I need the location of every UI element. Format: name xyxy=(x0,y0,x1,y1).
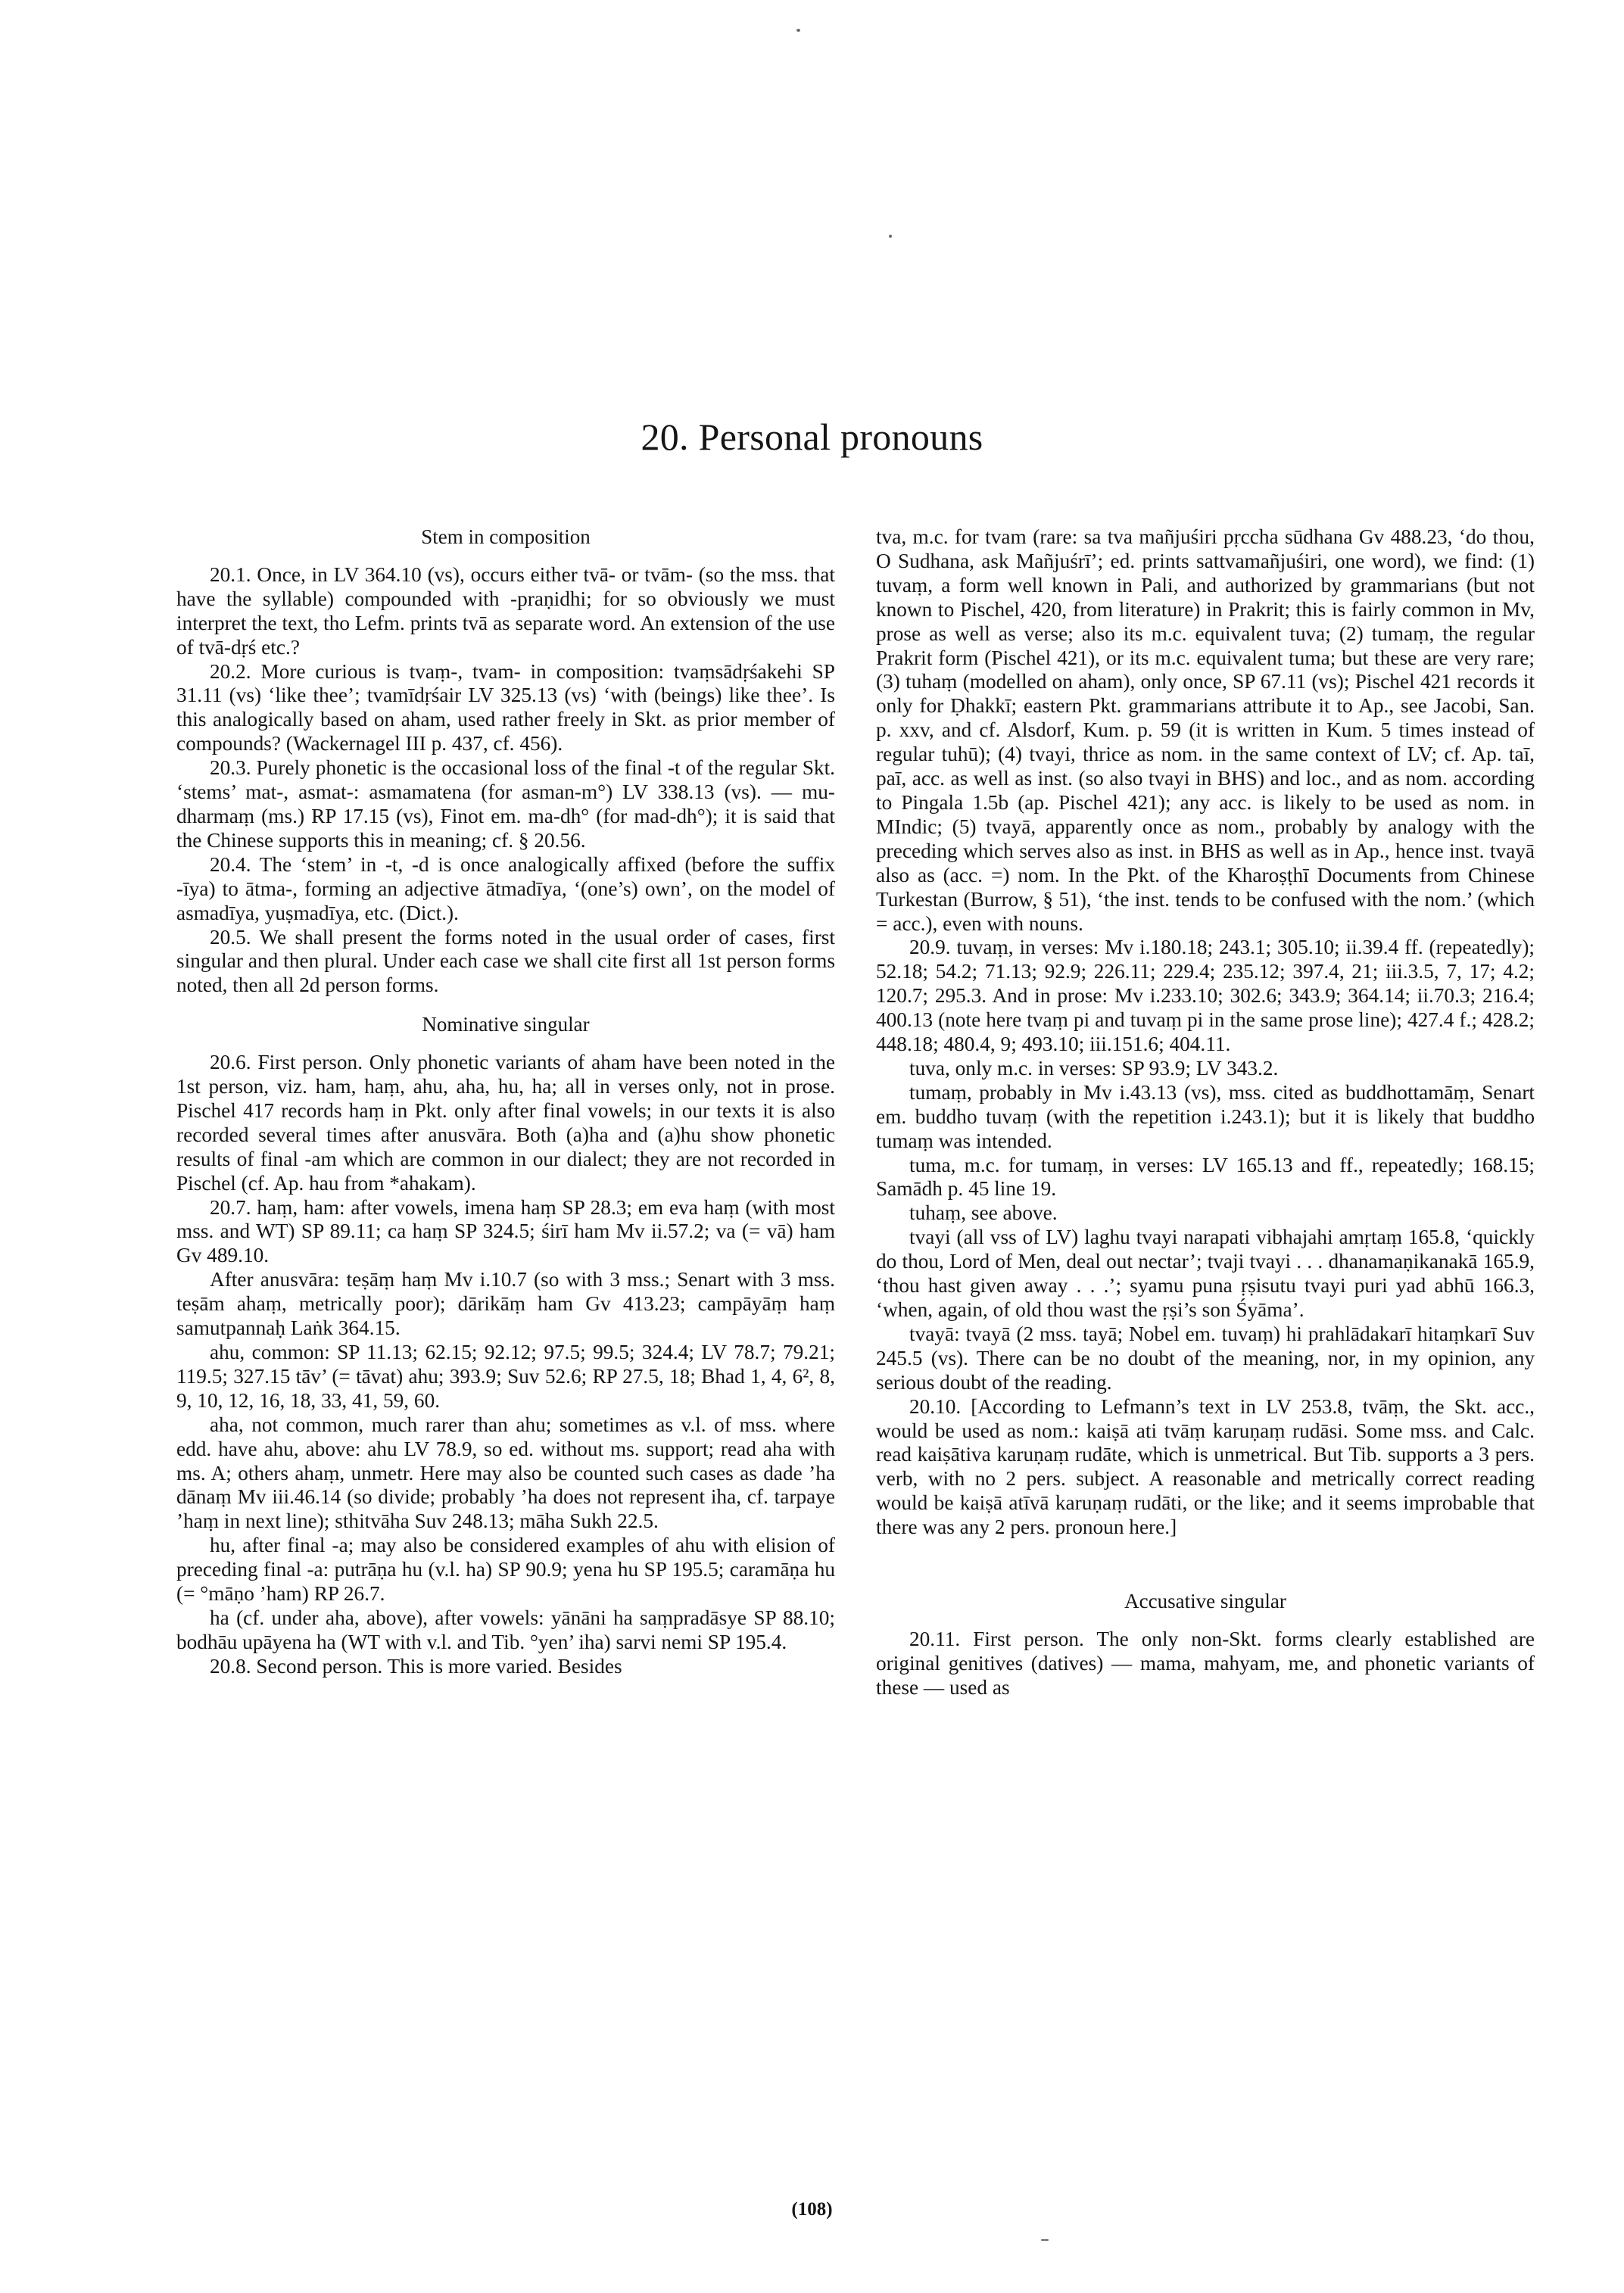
paragraph-20-5: 20.5. We shall present the forms noted in the usual order of cases, first singular and then plural. Under each case we shall cite first all 1st person forms noted, then all 2d person forms. xyxy=(176,925,835,997)
paragraph-tuham: tuhaṃ, see above. xyxy=(909,1201,1058,1225)
section-heading-stem-in-composition: Stem in composition xyxy=(421,525,591,548)
paragraph-tvayi: tvayi (all vss of LV) laghu tvayi narapati vibhajahi amṛtaṃ 165.8, ‘quickly do thou, Lord of Men, deal out nectar’; tvaji tvayi . . . dhanamaṇikanakā 165.9, ‘thou hast given away . . .’; syamu puna ṛṣisutu tvayi puri yad abhū 166.3, ‘when, again, of old thou wast the ṛṣi’s son Śyāma’. xyxy=(876,1226,1535,1321)
left-column xyxy=(176,525,835,1679)
paragraph-20-10: 20.10. [According to Lefmann’s text in LV 253.8, tvāṃ, the Skt. acc., would be used as nom.: kaiṣā ati tvāṃ karuṇaṃ rudāsi. Some mss. and Calc. read kaiṣātiva karuṇaṃ rudāte, which is unmetrical. But Tib. supports a 3 pers. verb, with no 2 pers. subject. A reasonable and metrically correct reading would be kaiṣā atīvā karuṇaṃ rudāti, or the like; and it seems improbable that there was any 2 pers. pronoun here.] xyxy=(876,1394,1535,1539)
paragraph-ahu: ahu, common: SP 11.13; 62.15; 92.12; 97.5; 99.5; 324.4; LV 78.7; 79.21; 119.5; 327.15 tāv’ (= tāvat) ahu; 393.9; Suv 52.6; RP 27.5, 18; Bhad 1, 4, 6², 8, 9, 10, 12, 16, 18, 33, 41, 59, 60. xyxy=(176,1341,835,1412)
paragraph-hu: hu, after final -a; may also be considered examples of ahu with elision of preceding final -a: putrāṇa hu (v.l. ha) SP 90.9; yena hu SP 195.5; caramāṇa hu (= °māṇo ’ham) RP 26.7. xyxy=(176,1534,835,1606)
paragraph-aha: aha, not common, much rarer than ahu; sometimes as v.l. of mss. where edd. have ahu, above: ahu LV 78.9, so ed. without ms. support; read aha with ms. A; others ahaṃ, unmetr. Here may also be counted such cases as dade ’ha dānaṃ Mv iii.46.14 (so divide; probably ’ha does not represent iha, cf. tarpaye ’haṃ in next line); sthitvāha Suv 248.13; māha Sukh 22.5. xyxy=(176,1413,835,1533)
paragraph-20-8: 20.8. Second person. This is more varied. Besides xyxy=(210,1654,622,1678)
paragraph-20-1: 20.1. Once, in LV 364.10 (vs), occurs either tvā- or tvām- (so the mss. that have the syllable) compounded with -praṇidhi; for so obviously we must interpret the text, tho Lefm. prints tvā as separate word. An extension of the use of tvā-dṛś etc.? xyxy=(176,562,835,659)
paragraph-tuva: tuva, only m.c. in verses: SP 93.9; LV 343.2. xyxy=(909,1056,1279,1080)
paragraph-ha: ha (cf. under aha, above), after vowels: yānāni ha saṃpradāsye SP 88.10; bodhāu upāyena ha (WT with v.l. and Tib. °yen’ iha) sarvi nemi SP 195.4. xyxy=(176,1606,835,1653)
paragraph-tumam: tumaṃ, probably in Mv i.43.13 (vs), mss. cited as buddhottamāṃ, Senart em. buddho tuvaṃ (with the repetition i.243.1); but it is likely that buddho tumaṃ was intended. xyxy=(876,1080,1535,1152)
paragraph-20-11: 20.11. First person. The only non-Skt. forms clearly established are original genitives (datives) — mama, mahyam, me, and phonetic variants of these — used as xyxy=(876,1627,1535,1699)
paragraph-tuma: tuma, m.c. for tumaṃ, in verses: LV 165.13 and ff., repeatedly; 168.15; Samādh p. 45 line 19. xyxy=(876,1153,1535,1201)
paragraph-20-3: 20.3. Purely phonetic is the occasional loss of the final -t of the regular Skt. ‘stems’ mat-, asmat-: asmamatena (for asman-m°) LV 338.13 (vs). — mu-dharmaṃ (ms.) RP 17.15 (vs), Finot em. ma-dh° (for mad-dh°); it is said that the Chinese supports this in meaning; cf. § 20.56. xyxy=(176,756,835,852)
scan-dash xyxy=(1041,2239,1049,2241)
scan-speck xyxy=(889,235,892,238)
paragraph-20-9: 20.9. tuvaṃ, in verses: Mv i.180.18; 243.1; 305.10; ii.39.4 ff. (repeatedly); 52.18; 54.2; 71.13; 92.9; 226.11; 229.4; 235.12; 397.4, 21; iii.3.5, 7, 17; 4.2; 120.7; 295.3. And in prose: Mv i.233.10; 302.6; 343.9; 364.14; ii.70.3; 216.4; 400.13 (note here tvaṃ pi and tuvaṃ pi in the same prose line); 427.4 f.; 428.2; 448.18; 480.4, 9; 493.10; iii.151.6; 404.11. xyxy=(876,936,1535,1056)
paragraph-20-2: 20.2. More curious is tvaṃ-, tvam- in composition: tvaṃsādṛśakehi SP 31.11 (vs) ‘like thee’; tvamīdṛśair LV 325.13 (vs) ‘with (beings) like thee’. Is this analogically based on aham, used rather freely in Skt. as prior member of compounds? (Wackernagel III p. 437, cf. 456). xyxy=(176,659,835,756)
section-heading-accusative-singular: Accusative singular xyxy=(1124,1590,1286,1613)
right-column xyxy=(876,525,1535,1700)
page-number: (108) xyxy=(791,2199,833,2220)
paragraph-tvaya: tvayā: tvayā (2 mss. tayā; Nobel em. tuvaṃ) hi prahlādakarī hitaṃkarī Suv 245.5 (vs). There can be no doubt of the meaning, nor, in my opinion, any serious doubt of the reading. xyxy=(876,1322,1535,1394)
paragraph-20-7: 20.7. haṃ, ham: after vowels, imena haṃ SP 28.3; em eva haṃ (with most mss. and WT) SP 89.11; ca haṃ SP 324.5; śirī ham Mv ii.57.2; va (= vā) ham Gv 489.10. xyxy=(176,1195,835,1267)
paragraph-20-6: 20.6. First person. Only phonetic variants of aham have been noted in the 1st person, viz. ham, haṃ, ahu, aha, hu, ha; all in verses only, not in prose. Pischel 417 records haṃ in Pkt. only after final vowels; in our texts it is also recorded several times after anusvāra. Both (a)ha and (a)hu show phonetic results of final -am which are common in our dialect; they are not recorded in Pischel (cf. Ap. hau from *ahakam). xyxy=(176,1051,835,1195)
scan-speck xyxy=(796,29,800,32)
paragraph-after-anusvara: After anusvāra: teṣāṃ haṃ Mv i.10.7 (so with 3 mss.; Senart with 3 mss. teṣām ahaṃ, metrically poor); dārikāṃ ham Gv 413.23; campāyāṃ haṃ samutpannaḥ Laṅk 364.15. xyxy=(176,1268,835,1340)
chapter-title: 20. Personal pronouns xyxy=(641,416,983,458)
paragraph-20-4: 20.4. The ‘stem’ in -t, -d is once analogically affixed (before the suffix -īya) to ātma-, forming an adjective ātmadīya, ‘(one’s) own’, on the model of asmadīya, yuṣmadīya, etc. (Dict.). xyxy=(176,852,835,924)
paragraph-tva: tva, m.c. for tvam (rare: sa tva mañjuśiri pṛccha sūdhana Gv 488.23, ‘do thou, O Sudhana, ask Mañjuśrī’; ed. prints sattvamañjuśiri, one word), we find: (1) tuvaṃ, a form well known in Pali, and authorized by grammarians (but not known to Pischel, 420, from literature) in Prakrit; this is fairly common in Mv, prose as well as verse; also its m.c. equivalent tuva; (2) tumaṃ, the regular Prakrit form (Pischel 421), or its m.c. equivalent tuma; but these are very rare; (3) tuhaṃ (modelled on aham), only once, SP 67.11 (vs); Pischel 421 records it only for Ḍhakkī; eastern Pkt. grammarians attribute it to Ap., see Jacobi, San. p. xxv, and cf. Alsdorf, Kum. p. 59 (it is written in Kum. 5 times instead of regular tuhū); (4) tvayi, thrice as nom. in the same context of LV; cf. Ap. taī, paī, acc. as well as inst. (so also tvayi in BHS) and loc., and as nom. according to Pingala 1.5b (ap. Pischel 421); any acc. is likely to be used as nom. in MIndic; (5) tvayā, apparently once as nom., probably by analogy with the preceding which serves also as inst. in BHS as well as in Ap., hence inst. tvayā also as (acc. =) nom. In the Pkt. of the Kharoṣṭhī Documents from Chinese Turkestan (Burrow, § 51), ‘the inst. tends to be confused with the nom.’ (which = acc.), even with nouns. xyxy=(876,525,1535,935)
section-heading-nominative-singular: Nominative singular xyxy=(422,1013,590,1036)
